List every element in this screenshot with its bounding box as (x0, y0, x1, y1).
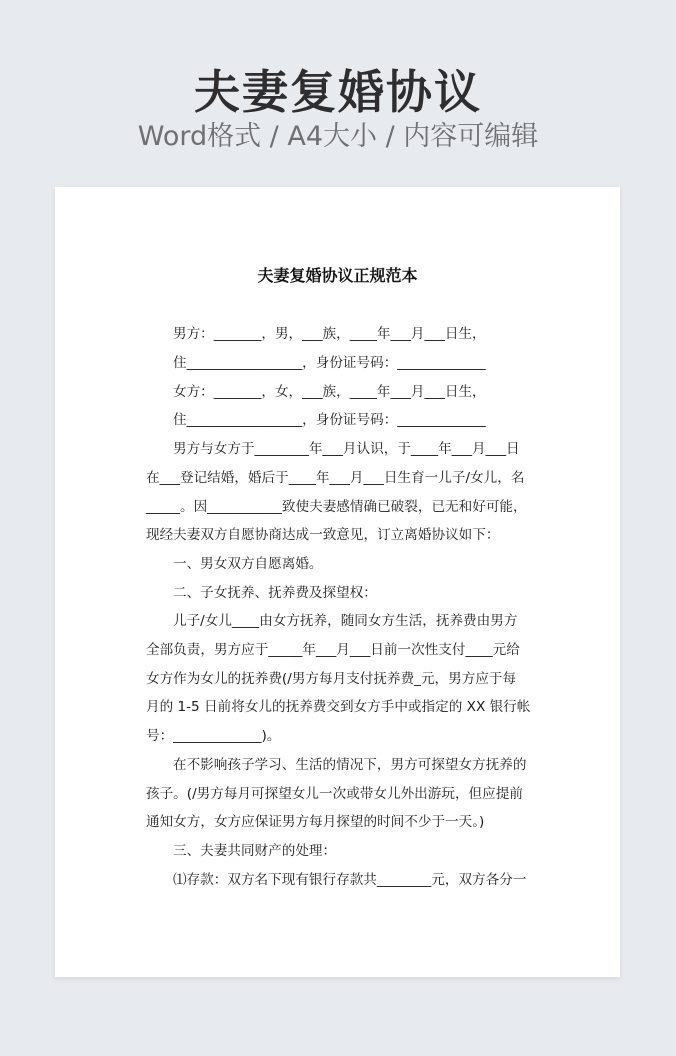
document-line: 号：_____________)。 (146, 728, 281, 744)
document-line: 女方作为女儿的抚养费(/男方每月支付抚养费_元，男方应于每 (146, 671, 517, 687)
document-line: 住_________________，身份证号码：_____________ (173, 355, 486, 371)
main-title: 夫妻复婚协议 (194, 65, 482, 119)
document-line: 男方与女方于________年___月认识，于____年___月___日 (173, 441, 520, 457)
document-line: 在___登记结婚，婚后于____年___月___日生育一儿子/女儿，名 (146, 470, 525, 486)
document-line: 二、子女抚养、抚养费及探望权： (173, 585, 377, 601)
document-line: 住_________________，身份证号码：_____________ (173, 412, 486, 428)
document-title: 夫妻复婚协议正规范本 (257, 266, 418, 285)
document-line: ⑴存款：双方名下现有银行存款共________元，双方各分一 (173, 872, 527, 888)
document-line: _____。因___________致使夫妻感情确已破裂，已无和好可能， (146, 499, 527, 515)
document-line: 孩子。(/男方每月可探望女儿一次或带女儿外出游玩，但应提前 (146, 786, 523, 802)
document-line: 全部负责，男方应于_____年___月___日前一次性支付____元给 (146, 642, 520, 658)
document-page (55, 187, 620, 977)
document-line: 儿子/女儿____由女方抚养，随同女方生活，抚养费由男方 (173, 613, 518, 629)
document-line: 在不影响孩子学习、生活的情况下，男方可探望女方抚养的 (173, 757, 527, 773)
document-line: 三、夫妻共同财产的处理： (173, 843, 337, 859)
document-line: 通知女方，女方应保证男方每月探望的时间不少于一天。) (146, 814, 485, 830)
document-line: 现经夫妻双方自愿协商达成一致意见，订立离婚协议如下： (146, 527, 500, 543)
document-line: 月的 1-5 日前将女儿的抚养费交到女方手中或指定的 XX 银行帐 (146, 699, 531, 715)
document-line: 女方：_______，女，___族，____年___月___日生， (173, 384, 486, 400)
page-header (0, 0, 676, 180)
document-line: 男方：_______，男，___族，____年___月___日生， (173, 326, 486, 342)
document-line: 一、男女双方自愿离婚。 (173, 556, 323, 572)
subtitle: Word格式 / A4大小 / 内容可编辑 (137, 121, 539, 152)
